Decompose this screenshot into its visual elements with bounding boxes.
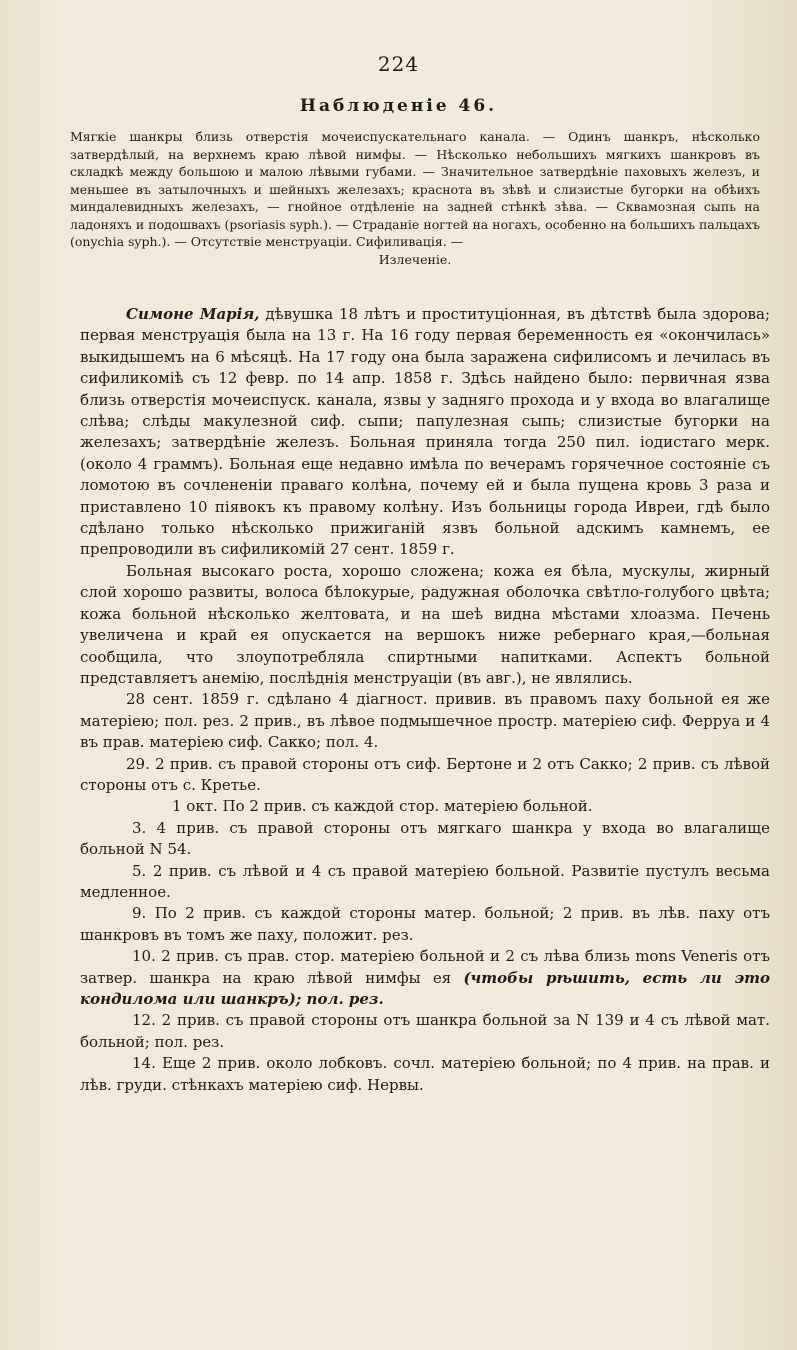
paragraph-history bbox=[80, 304, 770, 561]
paragraph-inoculation-3: 3. 4 прив. съ правой стороны отъ мягкаго шанкра у входа во влагалище больной N 54. bbox=[80, 818, 770, 859]
paragraph-inoculation-10 bbox=[80, 946, 770, 1010]
summary-ending: Излеченіе. bbox=[378, 251, 452, 267]
paragraph-inoculation-oct1: 1 окт. По 2 прив. съ каждой стор. матеріею больной. bbox=[172, 797, 593, 816]
inoculation-10-text: 10. 2 прив. съ прав. стор. матеріею больной и 2 съ лѣва близь mons Veneris отъ затвер. шанкра на краю лѣвой нимфы ея bbox=[80, 947, 770, 987]
paragraph-inoculation-sep28: 28 сент. 1859 г. сдѣлано 4 діагност. привив. въ правомъ паху больной ея же матеріею; пол. рез. 2 прив., въ лѣвое подмышечное простр. матеріею сиф. Ферруа и 4 въ прав. матеріею сиф. Сакко; пол. 4. bbox=[80, 690, 770, 752]
patient-name: Симоне Марія, bbox=[126, 305, 260, 323]
paragraph-inoculation-12: 12. 2 прив. съ правой стороны отъ шанкра больной за N 139 и 4 съ лѣвой мат. больной; пол. рез. bbox=[80, 1011, 770, 1051]
history-text: дѣвушка 18 лѣтъ и проституціонная, въ дѣтствѣ была здорова; первая менструація была на 13 г. На 16 году первая беременность ея «окончилась» выкидышемъ на 6 мѣсяцѣ. На 17 году она была заражена сифилисомъ и лечилась въ сифиликомiѣ съ 12 февр. по 14 апр. 1858 г. Здѣсь найдено было: первичная язва близь отверстія мочеиспуск. канала, язвы у задняго прохода и у входа во влагалище слѣва; слѣды макулезной сиф. сыпи; папулезная сыпь; слизистые бугорки на железахъ; затвердѣніе железъ. Больная приняла тогда 250 пил. іодистаго мерк. (около 4 граммъ). Больная еще недавно имѣла по вечерамъ горячечное состояніе съ ломотою въ сочлененіи праваго колѣна, почему ей и была пущена кровь 3 раза и приставлено 10 піявокъ къ правому колѣну. Изъ больницы города Ивреи, гдѣ было сдѣлано только нѣсколько прижиганій язвъ больной адскимъ камнемъ, ее препроводили въ сифиликомій 27 сент. 1859 г. bbox=[80, 305, 770, 559]
page-number: 224 bbox=[377, 52, 420, 76]
paragraph-inoculation-29: 29. 2 прив. съ правой стороны отъ сиф. Бертоне и 2 отъ Сакко; 2 прив. съ лѣвой стороны отъ с. Кретье. bbox=[80, 754, 770, 794]
case-summary bbox=[70, 128, 760, 268]
paragraph-inoculation-9: 9. По 2 прив. съ каждой стороны матер. больной; 2 прив. въ лѣв. паху отъ шанкровъ въ томъ же паху, положит. рез. bbox=[80, 904, 770, 944]
paragraph-examination: Больная высокаго роста, хорошо сложена; кожа ея бѣла, мускулы, жирный слой хорошо развиты, волоса бѣлокурые, радужная оболочка свѣтло-голубого цвѣта; кожа больной нѣсколько желтовата, и на шеѣ видна мѣстами хлоазма. Печень увеличена и край ея опускается на вершокъ ниже ребернаго края,—больная сообщила, что злоупотребляла спиртными напитками. Аспектъ больной представляетъ анемію, послѣднія менструаціи (въ авг.), не являлись. bbox=[80, 561, 770, 687]
paragraph-inoculation-5: 5. 2 прив. съ лѣвой и 4 съ правой матеріею больной. Развитіе пустулъ весьма медленное. bbox=[80, 861, 770, 901]
observation-heading: Наблюденіе 46. bbox=[299, 96, 498, 116]
summary-text: Мягкіе шанкры близь отверстія мочеиспускательнаго канала. — Одинъ шанкръ, нѣсколько затвердѣлый, на верхнемъ краю лѣвой нимфы. — Нѣсколько небольшихъ мягкихъ шанкровъ въ складкѣ между большою и малою лѣвыми губами. — Значительное затвердѣніе паховыхъ железъ, и меньшее въ затылочныхъ и шейныхъ железахъ; краснота въ зѣвѣ и слизистые бугорки на обѣихъ миндалевидныхъ железахъ, — гнойное отдѣленіе на задней стѣнкѣ зѣва. — Сквамозная сыпь на ладоняхъ и подошвахъ (psoriasis syph.). — Страданіе ногтей на ногахъ, особенно на большихъ пальцахъ (onychia syph.). — Отсутствіе менструаціи. Сифиливація. — bbox=[70, 129, 760, 249]
case-body bbox=[80, 304, 770, 1096]
inoculation-10-note: (чтобы рѣшить, есть ли это кондилома или шанкръ); пол. рез. bbox=[80, 968, 770, 1008]
paragraph-inoculation-14: 14. Еще 2 прив. около лобковъ. сочл. матеріею больной; по 4 прив. на прав. и лѣв. груди. стѣнкахъ матеріею сиф. Нервы. bbox=[80, 1054, 770, 1094]
